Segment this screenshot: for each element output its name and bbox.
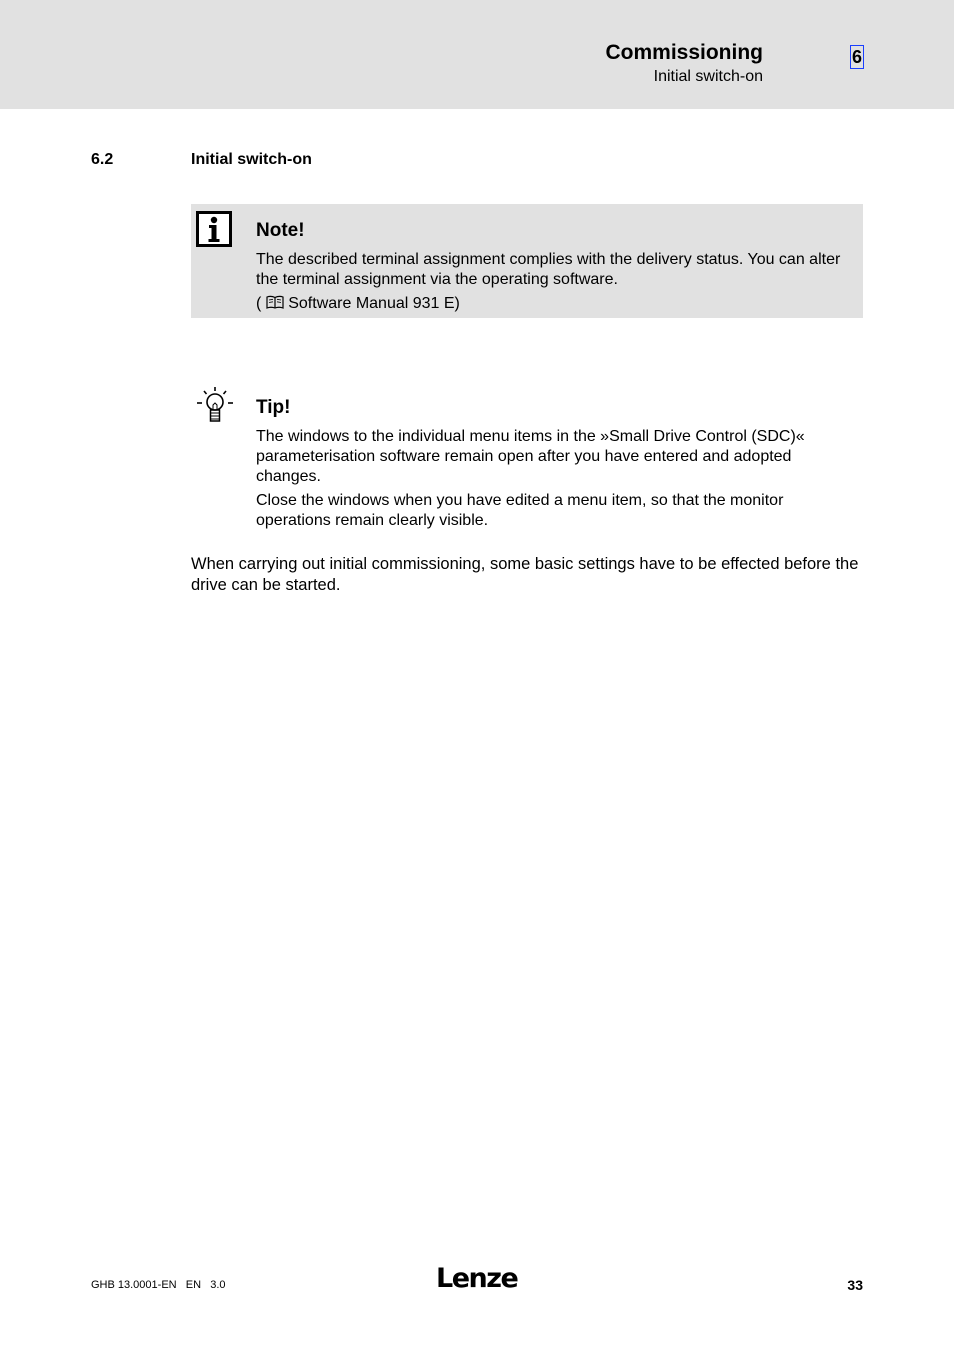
reference-text: Software Manual 931 E) [288,295,460,312]
section-number: 6.2 [91,151,114,168]
header-subtitle: Initial switch-on [653,68,763,85]
book-icon [266,295,284,309]
note-reference [256,294,656,314]
lightbulb-icon [195,386,235,426]
reference-prefix: ( [256,295,262,312]
section-title: Initial switch-on [191,151,312,168]
page-header [0,0,954,109]
note-text: The described terminal assignment complies with the delivery status. You can alter the terminal assignment via the operating software. [256,251,841,288]
body-paragraph: When carrying out initial commissioning, some basic settings have to be effected before the drive can be started. [191,555,859,594]
note-heading: Note! [256,220,305,241]
header-title: Commissioning [605,41,763,64]
tip-paragraph: The windows to the individual menu items in the »Small Drive Control (SDC)« parameterisation software remain open after you have entered and adopted changes. [256,428,805,485]
lenze-logo: Lenze [436,1263,518,1294]
tip-heading: Tip! [256,397,291,418]
info-icon [196,211,232,247]
chapter-number-link[interactable]: 6 [851,47,862,67]
document-code: GHB 13.0001-EN EN 3.0 [91,1279,226,1291]
tip-paragraph: Close the windows when you have edited a menu item, so that the monitor operations remain clearly visible. [256,492,784,529]
page-number: 33 [847,1277,863,1293]
